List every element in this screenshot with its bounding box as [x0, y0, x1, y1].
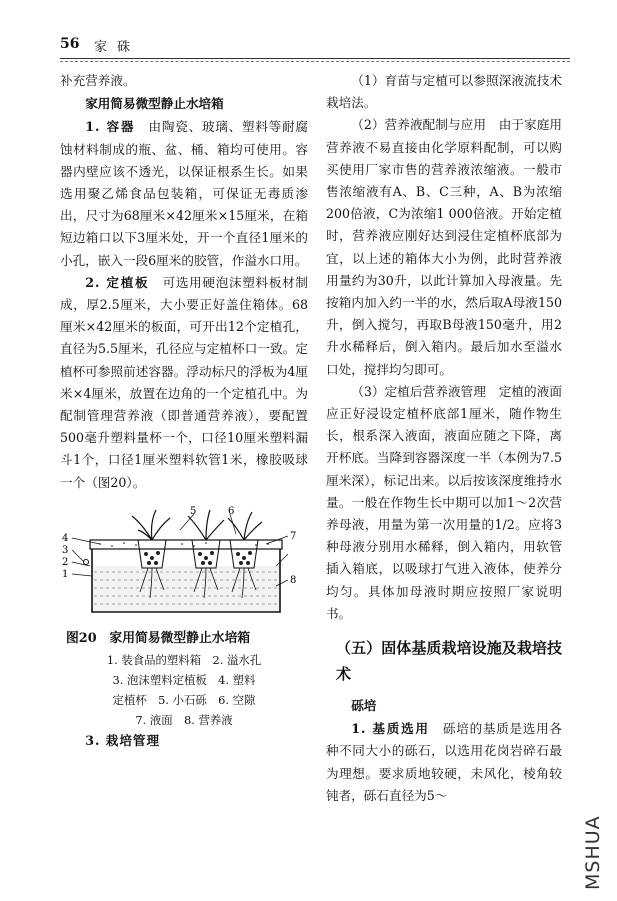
item-text: 可选用硬泡沫塑料板材制成，厚2.5厘米，大小要正好盖住箱体。68厘米×42厘米的板面，可开出12个定植孔，直径为5.5厘米，孔径应与定植杯口一致。定植杯可参照前述容器。浮动标尺的浮板为4厘米×4厘米，放置在边角的一个定植孔中。为配制管理营养液（即普通营养液），要配置500毫升塑料量杯一个，口径10厘米塑料漏斗1个，口径1厘米塑料软管1米，橡胶吸球一个（图20）。: [60, 274, 309, 490]
header-rule-dashed: [60, 61, 570, 62]
figure-legend-line: 1. 装食品的塑料箱 2. 溢水孔: [106, 653, 262, 668]
paragraph: （1）育苗与定植可以参照深液流技术栽培法。: [326, 73, 562, 111]
page-header: [60, 34, 570, 58]
paragraph: （3）定植后营养液管理 定植的液面应正好浸设定植杯底部1厘米，随作物生长，根系深入液面，液面应随之下降，离开杯底。当降到容器深度一半（本例为7.5厘米深），标记出来。以后按该深度维持水量。一般在作物生长中期可以加1～2次营养母液，用量为第一次用量的1/2。应将3种母液分别用水稀释，倒入箱内，用软管插入箱底，以吸球打气进入液体，使养分均匀。具体加母液时期应按照厂家说明书。: [326, 383, 562, 621]
figure-20-diagram: [60, 506, 308, 624]
header-rule: [60, 58, 570, 59]
hydroponic-box-illustration: [60, 506, 308, 624]
subheading: 家用简易微型静止水培箱: [85, 96, 224, 112]
section-heading: （五）固体基质栽培设施及栽培技术: [336, 639, 562, 684]
item-label: 2. 定植板: [85, 274, 150, 290]
figure-label-1: 1: [62, 568, 69, 580]
paragraph: [60, 116, 308, 271]
figure-legend-line: 7. 液面 8. 营养液: [135, 713, 233, 728]
figure-legend-line: 3. 泡沫塑料定植板 4. 塑料: [112, 673, 256, 688]
item-text: 砾培的基质是选用各种不同大小的砾石，以选用花岗岩碎石最为理想。要求质地较硬，未风化，棱角较钝者，砾石直径为5～: [326, 721, 562, 803]
item-label: 1. 容器: [85, 119, 136, 135]
paragraph: [60, 272, 308, 494]
figure-label-6: 6: [228, 505, 235, 517]
figure-legend-line: 定植杯 5. 小石砾 6. 空隙: [112, 693, 256, 708]
watermark: MSHUA: [582, 815, 604, 890]
left-column: [60, 70, 308, 752]
paragraph: [60, 730, 308, 752]
figure-label-4: 4: [62, 532, 69, 544]
item-text: 由陶瓷、玻璃、塑料等耐腐蚀材料制成的瓶、盆、桶、箱均可使用。容器内壁应该不透光，以保证根系生长。如果选用聚乙烯食品包装箱，可保证无毒质渗出，尺寸为68厘米×42厘米×15厘米，在箱短边箱口以下3厘米处，开一个直径1厘米的小孔，嵌入一段6厘米的胶管，作溢水口用。: [60, 119, 309, 268]
subheading: 砾培: [351, 698, 377, 714]
figure-caption: 图20 家用简易微型静止水培箱: [66, 630, 251, 646]
item-label: 3. 栽培管理: [85, 733, 161, 749]
figure-label-3: 3: [62, 544, 69, 556]
figure-label-7: 7: [290, 530, 297, 542]
running-title: 家 硃: [94, 40, 134, 55]
page-number: 56: [60, 36, 80, 52]
paragraph: 补充营养液。: [60, 73, 136, 88]
figure-label-2: 2: [62, 556, 69, 568]
figure-label-5: 5: [190, 505, 197, 517]
right-column: [326, 70, 562, 807]
item-label: 1. 基质选用: [351, 721, 430, 737]
paragraph: [326, 718, 562, 807]
paragraph: （2）营养液配制与应用 由于家庭用营养液不易直接由化学原料配制，可以购买使用厂家市售的营养液浓缩液。一般市售浓缩液有A、B、C三种，A、B为浓缩200倍液，C为浓缩1 000倍液。开始定植时，营养液应刚好达到浸住定植杯底部为宜，以上述的箱体大小为例，此时营养液用量约为30升，以此计算加入母液量。先按箱内加入约一半的水，然后取A母液150升，倒入搅匀，再取B母液150毫升，用2升水稀释后，倒入箱内。最后加水至溢水口处，搅拌均匀即可。: [326, 117, 562, 377]
figure-label-8: 8: [290, 574, 297, 586]
